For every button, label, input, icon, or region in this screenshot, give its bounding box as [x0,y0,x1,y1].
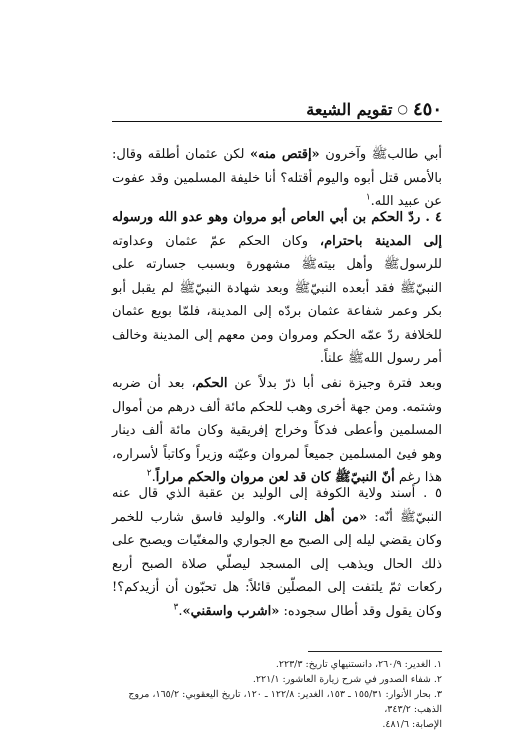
footnote-3-continued: الإصابة: ٤٨١/٦. [382,719,442,730]
paragraph-2-heading: ٤ . ردّ الحكم بن أبي العاص أبو مروان وهو عدو الله ورسوله إلى المدينة باحترام، [112,210,442,249]
paragraph-3-bold-2: أنّ النبيّﷺ كان قد لعن مروان والحكم مراراً [155,470,395,485]
paragraph-3-bold-1: الحكم [195,376,228,391]
footnotes [112,657,442,732]
paragraph-3-text-2: ، بعد أن ضربه وشتمه. ومن جهة أخرى وهب للحكم مائة ألف درهم من أموال المسلمين وأعطى فدكاً وخراج إفريقية وكان مائة ألف دينار وهو فيئ المسلمين جميعاً لمروان وعيّنه وزيراً وكاتباً لأسراره، هذا رغم [112,376,442,485]
paragraph-1 [112,143,442,214]
header-circle-icon: ○ [397,102,408,116]
running-header [112,100,442,118]
header-rule [112,121,442,122]
footnote-ref-1: ١ [365,192,371,203]
paragraph-3-text: وبعد فترة وجيزة نفى أبا ذرّ بدلاً عن [227,376,442,391]
footnote-2: ٢. شفاء الصدور في شرح زيارة العاشور: ٢٢١/١. [252,674,442,685]
running-title: تقويم الشيعة [306,99,393,119]
paragraph-3 [112,372,442,490]
paragraph-3-text-3: . [151,470,156,485]
footnote-rule [308,651,442,652]
paragraph-4-text: ٥ . أسند ولاية الكوفة إلى الوليد بن عقبة الذي قال عنه النبيّﷺ أنّه: [112,486,442,525]
paragraph-4 [112,482,442,623]
paragraph-1-quote: «إقتص منه» [249,147,320,162]
paragraph-4-quote-2: «اشرب واسقني» [182,603,280,619]
paragraph-4-quote-1: «من أهل النار» [276,509,368,525]
footnote-ref-3: ٣ [173,602,179,613]
paragraph-1-text: أبي طالبﷺ وآخرون [319,147,443,162]
paragraph-4-text-3: . [178,603,183,619]
footnote-ref-2: ٢ [146,468,152,479]
paragraph-1-text-2: لكن عثمان أطلقه وقال: بالأمس قتل أبوه واليوم أقتله؟ أنا خليفة المسلمين وقد عفوت عن عبيد الله. [112,147,442,209]
paragraph-2 [112,206,442,371]
paragraph-2-text: وكان الحكم عمّ عثمان وعداوته للرسولﷺ وأهل بيتهﷺ مشهورة وبسبب جسارته على النبيّﷺ فقد أبعده النبيّﷺ وبعد شهادة النبيّﷺ لم يقبل أبو بكر وعمر شفاعة عثمان بردّه إلى المدينة، فلمّا بويع عثمان للخلافة ردّ عمّه الحكم ومروان ومن معهم إلى المدينة وخالف أمر رسول اللهﷺ علناً. [112,233,442,366]
page-number: ٤٥٠ [412,98,442,120]
paragraph-4-text-2: . والوليد فاسق شارب للخمر وكان يقضي ليله إلى الصبح مع الجواري والمغنّيات ويصبح على ذلك الحال ويذهب إلى المسجد ليصلّي صلاة الصبح أربع ركعات ثمّ يلتفت إلى المصلّين قائلاً: هل تحبّون أن أزيدكم؟! وكان يقول وقد أطال سجوده: [112,509,442,619]
footnote-1: ١. الغدير: ٢٦٠/٩، دانستنيهاي تاريخ: ٢٢٣/٣. [275,659,442,670]
footnote-3: ٣. بحار الأنوار: ١٥٥/٣١ ـ ١٥٣، الغدير: ١٢٢/٨ ـ ١٢٠، تاريخ اليعقوبي: ١٦٥/٢، مروج الذهب: ٣٤٣/٢، [128,689,442,715]
